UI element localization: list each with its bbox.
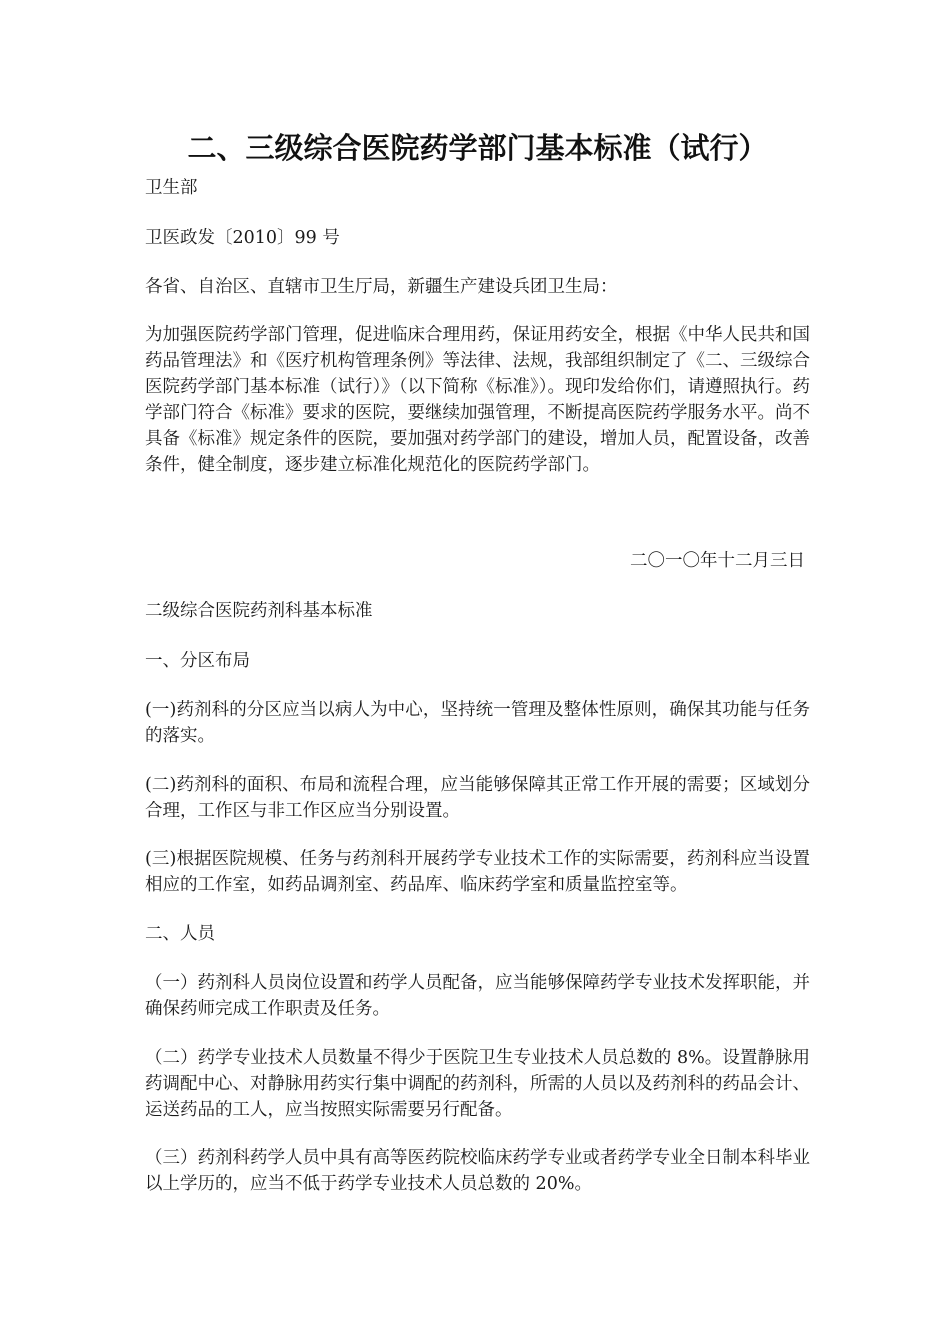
layout-item-2: (二)药剂科的面积、布局和流程合理，应当能够保障其正常工作开展的需要；区域划分合理，工作区与非工作区应当分别设置。 [145,775,810,821]
issuer: 卫生部 [145,178,198,198]
personnel-item-2: （二）药学专业技术人员数量不得少于医院卫生专业技术人员总数的 8%。设置静脉用药调配中心、对静脉用药实行集中调配的药剂科，所需的人员以及药剂科的药品会计、运送药品的工人，应当按照实际需要另行配备。 [145,1048,810,1120]
section-heading-personnel: 二、人员 [145,924,215,944]
section-heading-layout: 一、分区布局 [145,651,250,671]
recipients: 各省、自治区、直辖市卫生厅局，新疆生产建设兵团卫生局： [145,277,618,297]
document-number: 卫医政发〔2010〕99 号 [145,228,340,248]
issue-date: 二〇一〇年十二月三日 [630,551,805,571]
document-title: 二、三级综合医院药学部门基本标准（试行） [187,131,768,165]
standard-title: 二级综合医院药剂科基本标准 [145,601,373,621]
layout-item-3: (三)根据医院规模、任务与药剂科开展药学专业技术工作的实际需要，药剂科应当设置相应的工作室，如药品调剂室、药品库、临床药学室和质量监控室等。 [145,849,810,895]
personnel-item-1: （一）药剂科人员岗位设置和药学人员配备，应当能够保障药学专业技术发挥职能，并确保药师完成工作职责及任务。 [145,973,810,1019]
layout-item-1: (一)药剂科的分区应当以病人为中心，坚持统一管理及整体性原则，确保其功能与任务的落实。 [145,700,810,746]
personnel-item-3: （三）药剂科药学人员中具有高等医药院校临床药学专业或者药学专业全日制本科毕业以上学历的，应当不低于药学专业技术人员总数的 20%。 [145,1148,810,1194]
notice-body: 为加强医院药学部门管理，促进临床合理用药，保证用药安全，根据《中华人民共和国药品管理法》和《医疗机构管理条例》等法律、法规，我部组织制定了《二、三级综合医院药学部门基本标准（试行）》（以下简称《标准》）。现印发给你们，请遵照执行。药学部门符合《标准》要求的医院，要继续加强管理，不断提高医院药学服务水平。尚不具备《标准》规定条件的医院，要加强对药学部门的建设，增加人员，配置设备，改善条件，健全制度，逐步建立标准化规范化的医院药学部门。 [145,325,810,475]
